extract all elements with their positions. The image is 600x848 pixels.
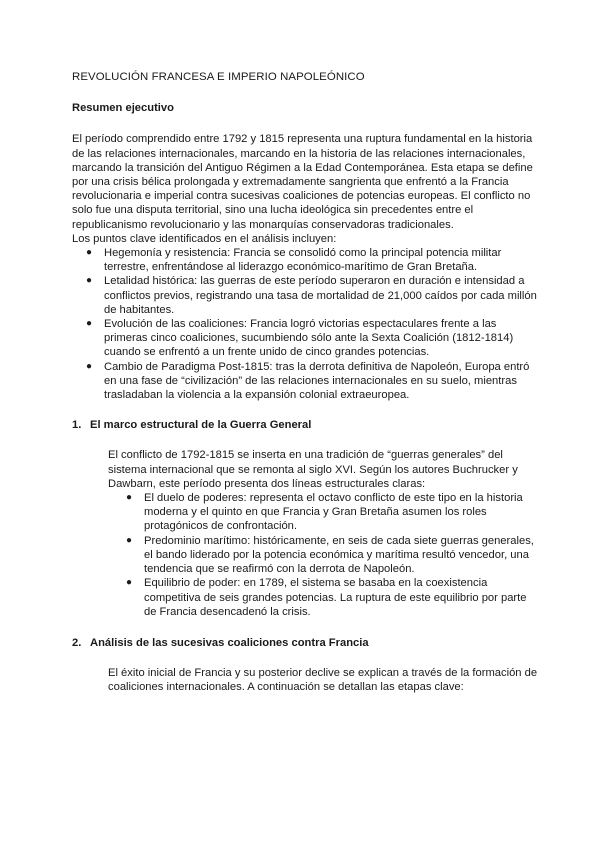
list-item <box>126 491 540 534</box>
list-item <box>86 246 540 274</box>
bullet-icon: ● <box>86 360 93 372</box>
key-point-text: Hegemonía y resistencia: Francia se consolidó como la principal potencia militar terrestre, enfrentándose al liderazgo económico-marítimo de Gran Bretaña. <box>104 247 502 274</box>
bullet-text: Equilibrio de poder: en 1789, el sistema se basaba en la coexistencia competitiva de seis grandes potencias. La ruptura de este equilibrio por parte de Francia desencadenó la crisis. <box>144 577 527 618</box>
key-point-text: Evolución de las coaliciones: Francia logró victorias espectaculares frente a las primeras cinco coaliciones, sucumbiendo sólo ante la Sexta Coalición (1812-1814) cuando se enfrentó a un frente unido de cinco grandes potencias. <box>104 318 514 359</box>
bullet-icon: ● <box>126 492 133 504</box>
section-heading <box>72 418 540 432</box>
section-number: 2. <box>72 636 82 649</box>
bullet-icon: ● <box>86 318 93 330</box>
key-points-intro: Los puntos clave identificados en el análisis incluyen: <box>72 232 337 245</box>
section-1 <box>72 418 540 619</box>
key-point-text: Cambio de Paradigma Post-1815: tras la derrota definitiva de Napoleón, Europa entró en una fase de “civilización” de las relaciones internacionales en su suelo, mientras trasladaban la violencia a la expansión colonial extraeuropea. <box>104 360 530 402</box>
key-point-text: Letalidad histórica: las guerras de este período superaron en duración e intensidad a conflictos previos, registrando una tasa de mortalidad de 21,000 caídos por cada millón de habitantes. <box>104 275 537 316</box>
sections-list <box>72 418 540 694</box>
list-item <box>126 576 540 619</box>
list-item <box>86 274 540 317</box>
list-item <box>126 534 540 577</box>
list-item <box>86 360 540 403</box>
bullet-icon: ● <box>86 275 93 287</box>
bullet-icon: ● <box>126 577 133 589</box>
section-bullets <box>72 491 540 619</box>
bullet-text: Predominio marítimo: históricamente, en seis de cada siete guerras generales, el bando liderado por la potencia económica y marítima resultó vencedor, una tendencia que se reafirmó con la derrota de Napoleón. <box>144 534 534 576</box>
section-title: El marco estructural de la Guerra General <box>90 419 312 432</box>
key-points-list <box>72 246 540 402</box>
section-heading <box>72 636 540 650</box>
section-paragraph: El conflicto de 1792-1815 se inserta en una tradición de “guerras generales” del sistema internacional que se remonta al siglo XVI. Según los autores Buchrucker y Dawbarn, este período presenta dos líneas estructurales claras: <box>108 449 518 490</box>
section-title: Análisis de las sucesivas coaliciones contra Francia <box>90 636 369 649</box>
section-2 <box>72 636 540 695</box>
section-paragraph: El éxito inicial de Francia y su posterior declive se explican a través de la formación de coaliciones internacionales. A continuación se detallan las etapas clave: <box>108 667 538 694</box>
list-item <box>86 317 540 360</box>
bullet-icon: ● <box>86 247 93 259</box>
bullet-text: El duelo de poderes: representa el octavo conflicto de este tipo en la historia moderna y el quinto en que Francia y Gran Bretaña asumen los roles protagónicos de confrontación. <box>144 492 523 533</box>
summary-heading: Resumen ejecutivo <box>72 102 174 115</box>
bullet-icon: ● <box>126 534 133 546</box>
document-title: REVOLUCIÓN FRANCESA E IMPERIO NAPOLEÓNICO <box>72 71 365 83</box>
section-number: 1. <box>72 419 82 432</box>
summary-paragraph: El período comprendido entre 1792 y 1815 representa una ruptura fundamental en la historia de las relaciones internacionales, marcando en la historia de las relaciones internacionales, marcando la transición del Antiguo Régimen a la Edad Contemporánea. Esta etapa se define por una crisis bélica prolongada y extremadamente sangrienta que enfrentó a la Francia revolucionaria e imperial contra sucesivas coaliciones de potencias europeas. El conflicto no solo fue una disputa territorial, sino una lucha ideológica sin precedentes entre el republicanismo revolucionario y las monarquías conservadoras tradicionales. <box>72 133 533 231</box>
